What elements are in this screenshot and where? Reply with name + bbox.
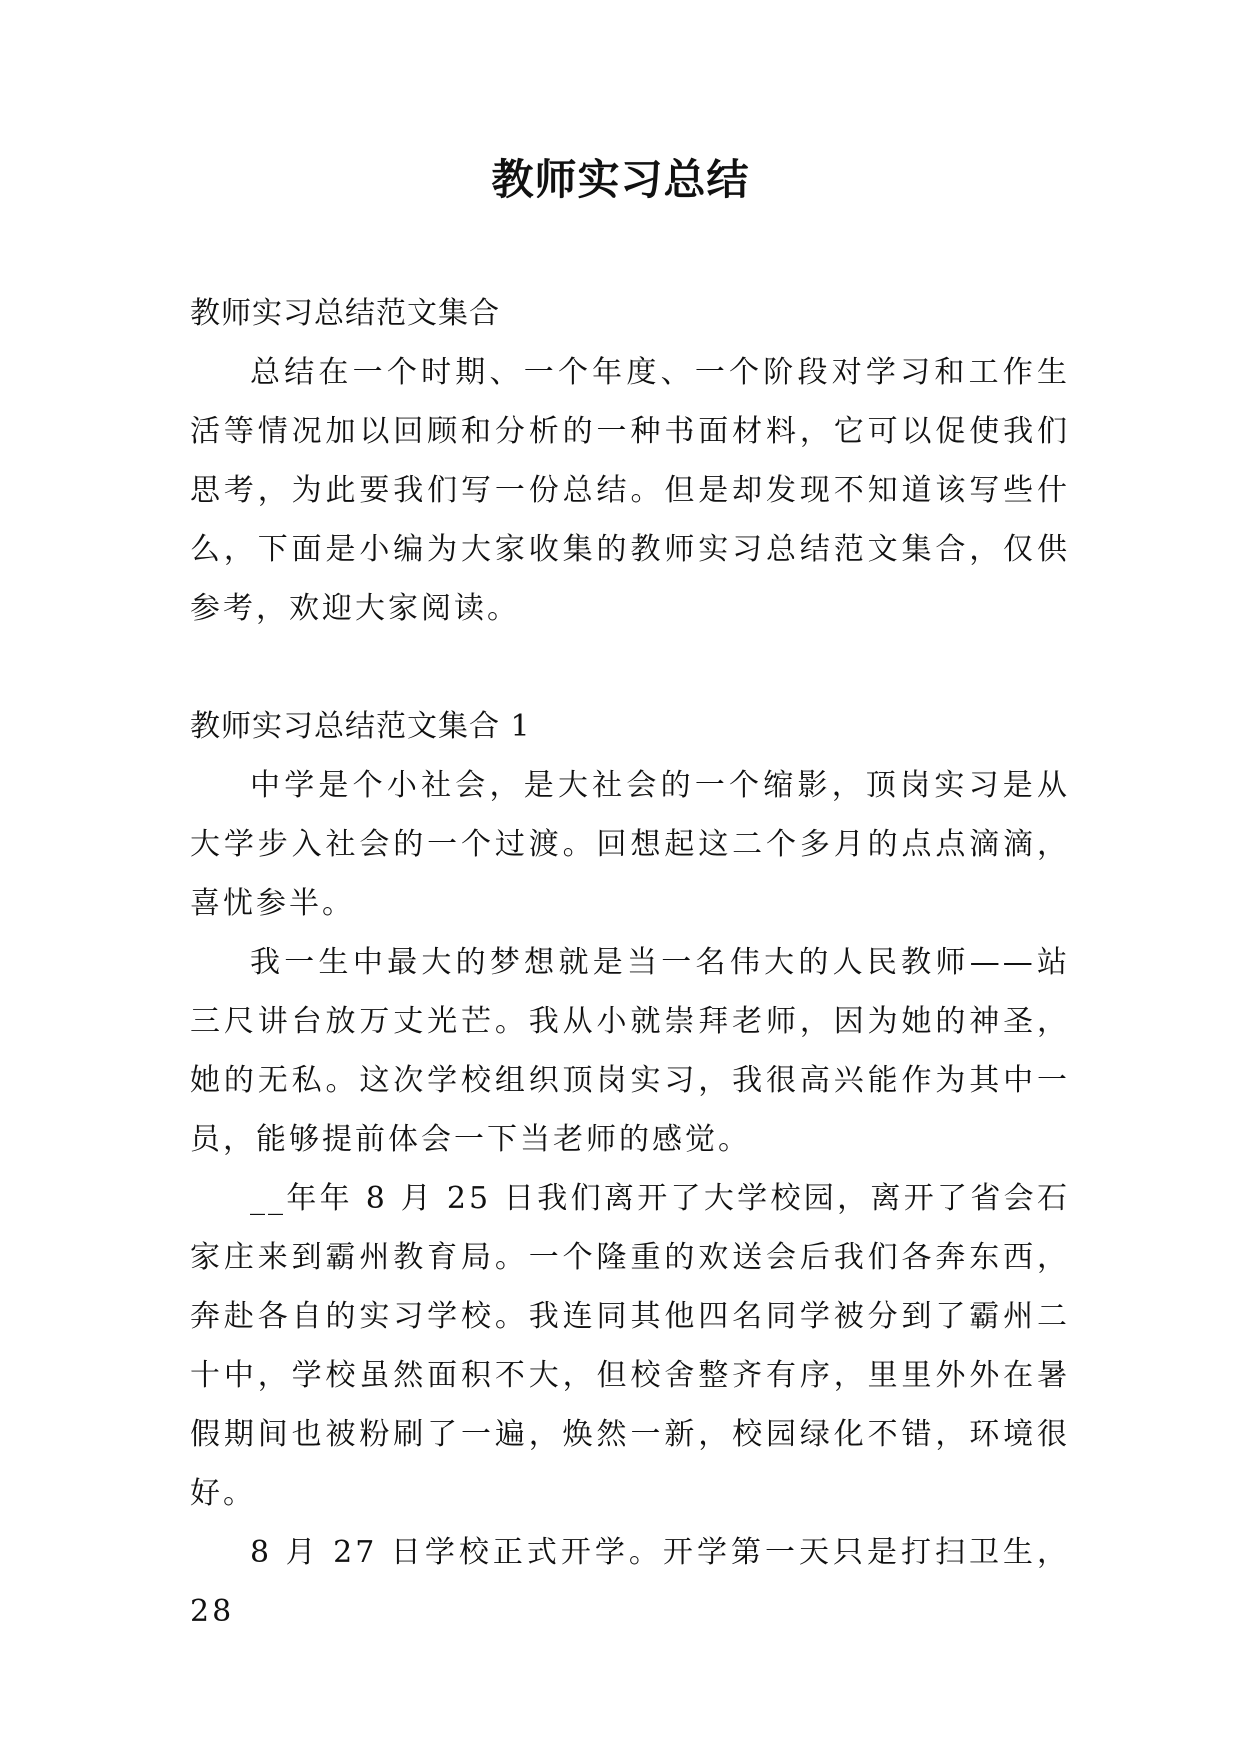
body-paragraph: 中学是个小社会，是大社会的一个缩影，顶岗实习是从大学步入社会的一个过渡。回想起这二个多月的点点滴滴，喜忧参半。	[190, 768, 1070, 921]
intro-paragraph: 总结在一个时期、一个年度、一个阶段对学习和工作生活等情况加以回顾和分析的一种书面材料，它可以促使我们思考，为此要我们写一份总结。但是却发现不知道该写些什么，下面是小编为大家收集的教师实习总结范文集合，仅供参考，欢迎大家阅读。	[190, 355, 1070, 626]
section-heading: 教师实习总结范文集合 1	[190, 709, 531, 744]
body-paragraph: 我一生中最大的梦想就是当一名伟大的人民教师——站三尺讲台放万丈光芒。我从小就崇拜老师，因为她的神圣，她的无私。这次学校组织顶岗实习，我很高兴能作为其中一员，能够提前体会一下当老师的感觉。	[190, 945, 1070, 1157]
document-body	[190, 284, 1070, 1641]
intro-heading: 教师实习总结范文集合	[190, 296, 500, 331]
document-title: 教师实习总结	[491, 155, 750, 204]
paragraph-spacer	[190, 638, 1070, 697]
body-paragraph: __年年 8 月 25 日我们离开了大学校园，离开了省会石家庄来到霸州教育局。一个隆重的欢送会后我们各奔东西，奔赴各自的实习学校。我连同其他四名同学被分到了霸州二十中，学校虽然面积不大，但校舍整齐有序，里里外外在暑假期间也被粉刷了一遍，焕然一新，校园绿化不错，环境很好。	[190, 1181, 1070, 1511]
body-paragraph: 8 月 27 日学校正式开学。开学第一天只是打扫卫生，28	[190, 1535, 1070, 1629]
